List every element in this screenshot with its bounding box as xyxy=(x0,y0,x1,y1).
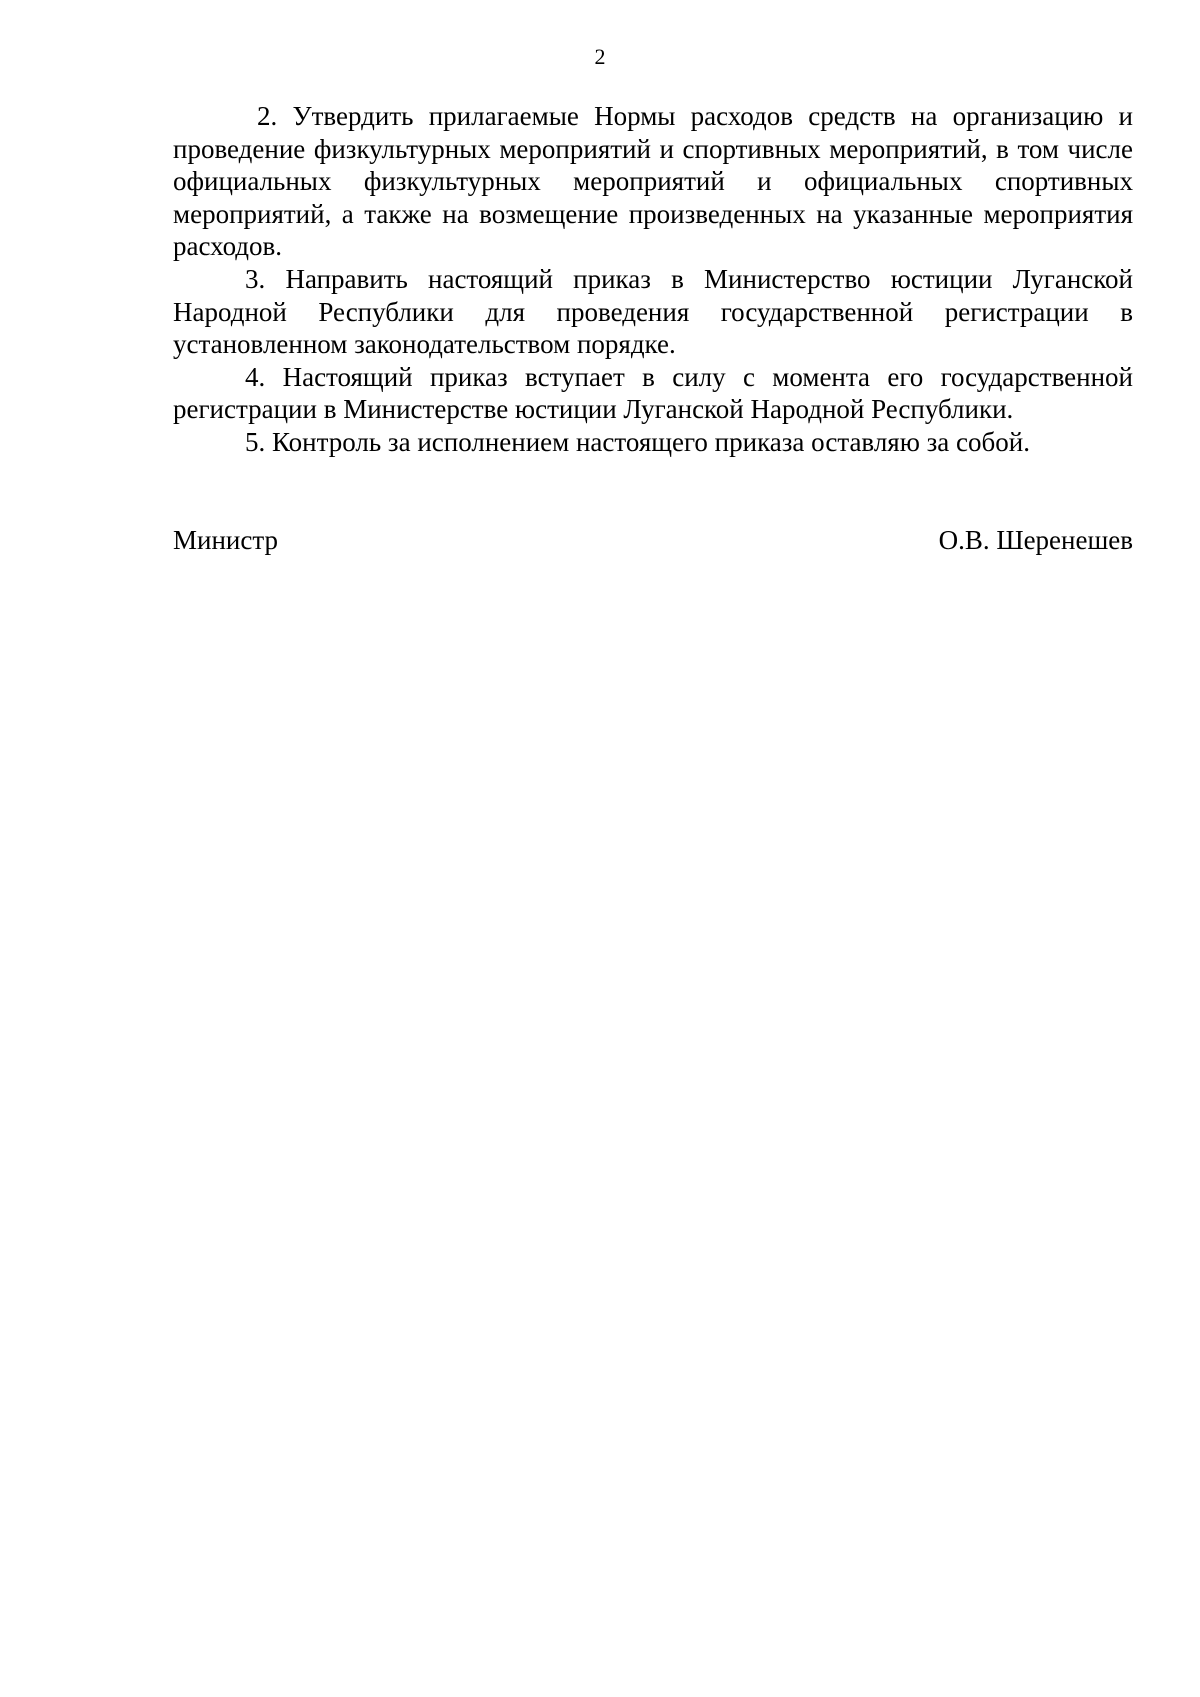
paragraph-entry-into-force: 4. Настоящий приказ вступает в силу с момента его государственной регистрации в Министерстве юстиции Луганской Народной Республики. xyxy=(173,361,1133,425)
signatory-role: Министр xyxy=(173,525,278,555)
signatory-name: О.В. Шеренешев xyxy=(938,525,1133,555)
page-number: 2 xyxy=(594,44,606,69)
paragraph-approve-norms: 2. Утвердить прилагаемые Нормы расходов средств на организацию и проведение физкультурных мероприятий и спортивных мероприятий, в том числе официальных физкультурных мероприятий и официальных спортивных мероприятий, а также на возмещение произведенных на указанные мероприятия расходов. xyxy=(173,101,1133,262)
paragraph-control: 5. Контроль за исполнением настоящего приказа оставляю за собой. xyxy=(245,426,1030,457)
document-body xyxy=(173,100,1133,459)
paragraph-send-to-ministry: 3. Направить настоящий приказ в Министерство юстиции Луганской Народной Республики для проведения государственной регистрации в установленном законодательством порядке. xyxy=(173,263,1133,360)
